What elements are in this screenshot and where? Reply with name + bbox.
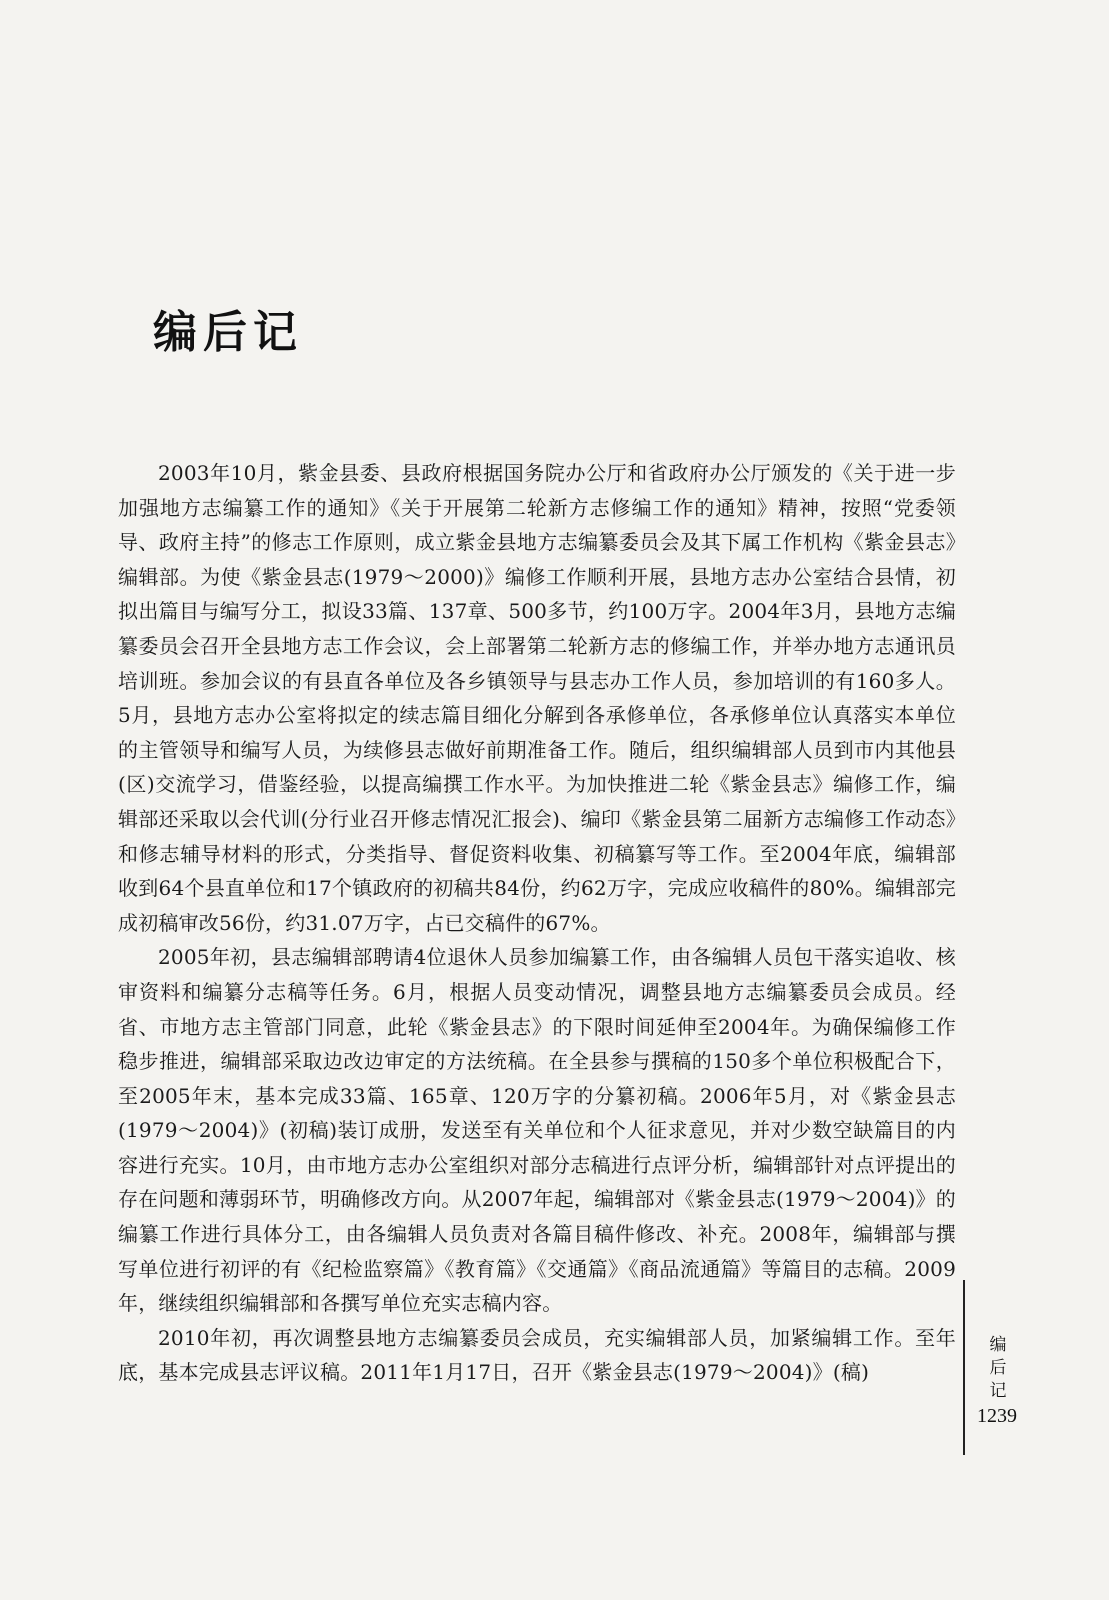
page-title: 编后记 <box>153 307 303 358</box>
running-section-label <box>985 1334 1011 1403</box>
section-char-2: 后 <box>989 1358 1007 1378</box>
page-number: 1239 <box>977 1405 1017 1427</box>
section-char-1: 编 <box>989 1335 1007 1355</box>
margin-divider <box>963 1280 965 1455</box>
paragraph-3: 2010年初，再次调整县地方志编纂委员会成员，充实编辑部人员，加紧编辑工作。至年底，基本完成县志评议稿。2011年1月17日，召开《紫金县志(1979～2004)》(稿) <box>118 1325 956 1385</box>
body-text <box>118 456 956 1390</box>
section-char-3: 记 <box>989 1381 1007 1401</box>
paragraph-1: 2003年10月，紫金县委、县政府根据国务院办公厅和省政府办公厅颁发的《关于进一步加强地方志编纂工作的通知》《关于开展第二轮新方志修编工作的通知》精神，按照“党委领导、政府主持”的修志工作原则，成立紫金县地方志编纂委员会及其下属工作机构《紫金县志》编辑部。为使《紫金县志(1979～2000)》编修工作顺利开展，县地方志办公室结合县情，初拟出篇目与编写分工，拟设33篇、137章、500多节，约100万字。2004年3月，县地方志编纂委员会召开全县地方志工作会议，会上部署第二轮新方志的修编工作，并举办地方志通讯员培训班。参加会议的有县直各单位及各乡镇领导与县志办工作人员，参加培训的有160多人。5月，县地方志办公室将拟定的续志篇目细化分解到各承修单位，各承修单位认真落实本单位的主管领导和编写人员，为续修县志做好前期准备工作。随后，组织编辑部人员到市内其他县(区)交流学习，借鉴经验，以提高编撰工作水平。为加快推进二轮《紫金县志》编修工作，编辑部还采取以会代训(分行业召开修志情况汇报会)、编印《紫金县第二届新方志编修工作动态》和修志辅导材料的形式，分类指导、督促资料收集、初稿纂写等工作。至2004年底，编辑部收到64个县直单位和17个镇政府的初稿共84份，约62万字，完成应收稿件的80%。编辑部完成初稿审改56份，约31.07万字，占已交稿件的67%。 <box>118 461 956 935</box>
paragraph-2: 2005年初，县志编辑部聘请4位退休人员参加编纂工作，由各编辑人员包干落实追收、核审资料和编纂分志稿等任务。6月，根据人员变动情况，调整县地方志编纂委员会成员。经省、市地方志主管部门同意，此轮《紫金县志》的下限时间延伸至2004年。为确保编修工作稳步推进，编辑部采取边改边审定的方法统稿。在全县参与撰稿的150多个单位积极配合下，至2005年末，基本完成33篇、165章、120万字的分纂初稿。2006年5月，对《紫金县志(1979～2004)》(初稿)装订成册，发送至有关单位和个人征求意见，并对少数空缺篇目的内容进行充实。10月，由市地方志办公室组织对部分志稿进行点评分析，编辑部针对点评提出的存在问题和薄弱环节，明确修改方向。从2007年起，编辑部对《紫金县志(1979～2004)》的编纂工作进行具体分工，由各编辑人员负责对各篇目稿件修改、补充。2008年，编辑部与撰写单位进行初评的有《纪检监察篇》《教育篇》《交通篇》《商品流通篇》等篇目的志稿。2009年，继续组织编辑部和各撰写单位充实志稿内容。 <box>118 945 956 1316</box>
